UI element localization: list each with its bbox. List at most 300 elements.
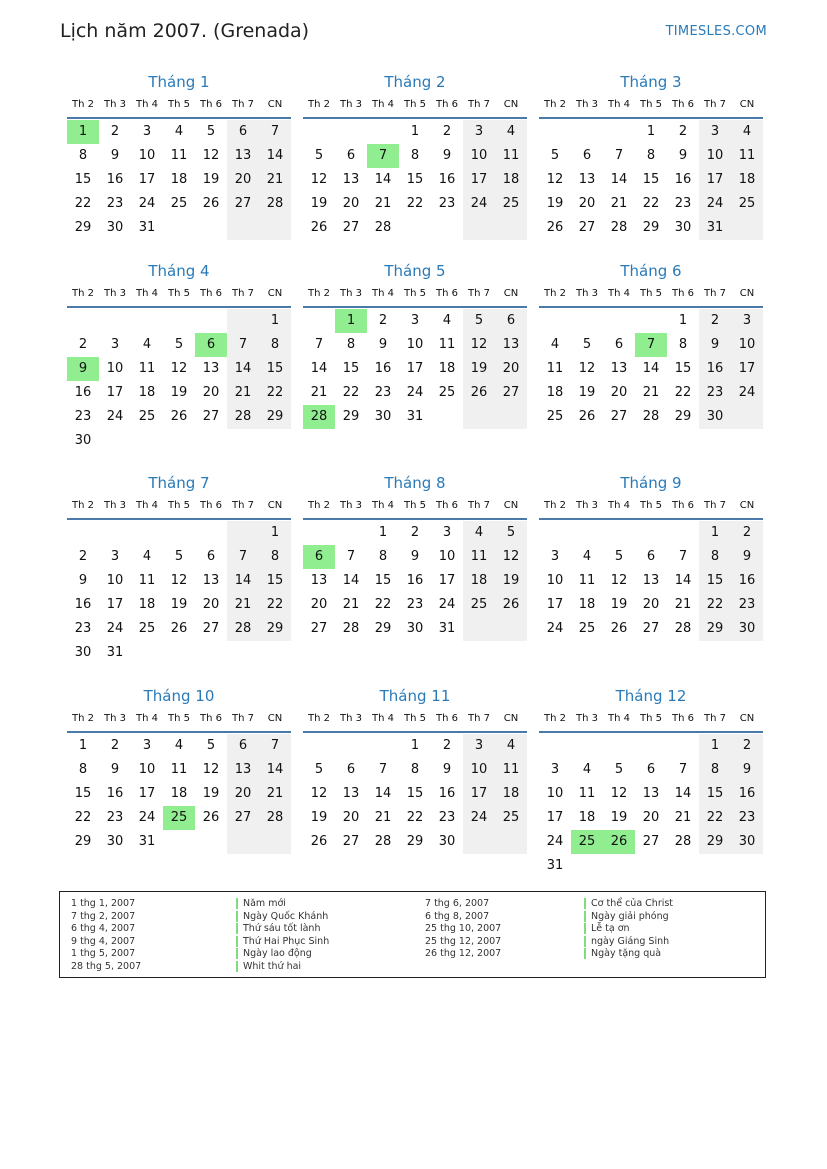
day-cell: 27 xyxy=(642,621,660,636)
legend-name-text: Lễ tạ ơn xyxy=(591,923,630,934)
weekday-label: Th 7 xyxy=(468,99,490,110)
day-cell: 5 xyxy=(314,762,324,777)
day-cell: 28 xyxy=(674,621,692,636)
weekday-label: Th 2 xyxy=(544,713,566,724)
day-cell: 23 xyxy=(731,593,763,617)
day-cell: 30 xyxy=(699,405,731,429)
day-cell: 31 xyxy=(406,409,424,424)
day-cell: 31 xyxy=(438,621,456,636)
day-cell: 2 xyxy=(731,521,763,545)
weekend-shade xyxy=(731,405,763,429)
month-name: Tháng 2 xyxy=(384,73,446,91)
day-cell: 24 xyxy=(106,409,124,424)
day-cell: 17 xyxy=(699,168,731,192)
weekday-header xyxy=(539,713,763,731)
day-cell: 14 xyxy=(374,786,392,801)
day-cell: 21 xyxy=(259,782,291,806)
day-cell: 20 xyxy=(202,385,220,400)
day-cell: 28 xyxy=(259,192,291,216)
day-cell: 25 xyxy=(463,593,495,617)
day-cell: 30 xyxy=(674,220,692,235)
day-cell: 22 xyxy=(406,810,424,825)
day-cell: 18 xyxy=(463,569,495,593)
day-cell: 15 xyxy=(406,172,424,187)
day-cell: 4 xyxy=(463,521,495,545)
day-cell: 2 xyxy=(699,309,731,333)
day-cell: 16 xyxy=(438,786,456,801)
day-cell: 19 xyxy=(310,196,328,211)
legend-marker xyxy=(584,911,586,922)
day-cell: 30 xyxy=(74,645,92,660)
day-cell: 27 xyxy=(227,192,259,216)
day-cell: 12 xyxy=(310,172,328,187)
day-cell: 4 xyxy=(174,124,184,139)
day-cell: 28 xyxy=(610,220,628,235)
legend-marker xyxy=(584,898,586,909)
weekday-label: Th 5 xyxy=(640,99,662,110)
day-cell: 20 xyxy=(642,597,660,612)
legend-date: 7 thg 2, 2007 xyxy=(71,910,136,922)
day-cell: 18 xyxy=(578,597,596,612)
day-cell: 23 xyxy=(74,409,92,424)
legend-name-text: Ngày lao động xyxy=(243,948,312,959)
day-cell: 6 xyxy=(346,762,356,777)
day-cell: 6 xyxy=(206,549,216,564)
day-cell: 8 xyxy=(378,549,388,564)
day-cell: 13 xyxy=(342,172,360,187)
day-cell: 19 xyxy=(310,810,328,825)
weekday-label: Th 3 xyxy=(340,288,362,299)
day-cell: 24 xyxy=(546,834,564,849)
weekday-label: Th 4 xyxy=(136,500,158,511)
day-cell: 23 xyxy=(699,381,731,405)
legend-marker xyxy=(584,948,586,959)
day-cell: 5 xyxy=(495,521,527,545)
day-cell: 8 xyxy=(410,762,420,777)
day-cell: 26 xyxy=(170,409,188,424)
day-cell: 16 xyxy=(699,357,731,381)
day-cell: 28 xyxy=(642,409,660,424)
day-cell: 28 xyxy=(674,834,692,849)
day-cell: 25 xyxy=(495,806,527,830)
day-cell: 28 xyxy=(259,806,291,830)
day-cell: 26 xyxy=(310,834,328,849)
legend-name-text: Năm mới xyxy=(243,898,286,909)
weekday-label: Th 2 xyxy=(308,288,330,299)
day-cell: 26 xyxy=(610,621,628,636)
day-cell: 25 xyxy=(170,196,188,211)
brand-link[interactable]: TIMESLES.COM xyxy=(665,24,767,39)
day-cell: 21 xyxy=(342,597,360,612)
legend-name-text: Ngày Quốc Khánh xyxy=(243,910,329,922)
day-cell: 24 xyxy=(546,621,564,636)
day-cell: 27 xyxy=(495,381,527,405)
weekday-label: CN xyxy=(503,713,519,724)
day-cell: 2 xyxy=(78,337,88,352)
day-cell: 27 xyxy=(578,220,596,235)
weekday-label: Th 5 xyxy=(640,288,662,299)
day-cell: 17 xyxy=(546,597,564,612)
weekend-shade xyxy=(463,830,495,854)
legend-marker xyxy=(236,898,238,909)
day-cell: 7 xyxy=(259,734,291,758)
day-cell: 26 xyxy=(202,196,220,211)
day-cell: 29 xyxy=(342,409,360,424)
weekday-label: Th 5 xyxy=(640,713,662,724)
month-name: Tháng 9 xyxy=(620,474,682,492)
day-cell: 19 xyxy=(578,385,596,400)
weekday-label: Th 4 xyxy=(608,288,630,299)
holiday-day-cell: 9 xyxy=(67,357,99,381)
day-cell: 25 xyxy=(495,192,527,216)
weekday-label: Th 2 xyxy=(72,500,94,511)
day-cell: 12 xyxy=(170,361,188,376)
day-cell: 12 xyxy=(310,786,328,801)
day-cell: 10 xyxy=(546,573,564,588)
day-cell: 11 xyxy=(546,361,564,376)
day-cell: 13 xyxy=(610,361,628,376)
day-cell: 18 xyxy=(495,782,527,806)
day-cell: 9 xyxy=(110,762,120,777)
day-cell: 14 xyxy=(342,573,360,588)
legend-name-text: Whit thứ hai xyxy=(243,960,302,972)
day-cell: 28 xyxy=(227,617,259,641)
day-cell: 21 xyxy=(374,196,392,211)
weekday-label: Th 2 xyxy=(308,99,330,110)
legend-marker xyxy=(236,961,238,972)
day-cell: 15 xyxy=(259,357,291,381)
day-cell: 1 xyxy=(646,124,656,139)
day-cell: 29 xyxy=(74,220,92,235)
day-cell: 24 xyxy=(731,381,763,405)
day-cell: 12 xyxy=(546,172,564,187)
header-divider xyxy=(303,518,527,520)
weekend-shade xyxy=(495,830,527,854)
header-divider xyxy=(303,731,527,733)
weekday-label: Th 6 xyxy=(672,99,694,110)
holiday-day-cell: 25 xyxy=(571,830,603,854)
day-cell: 1 xyxy=(699,734,731,758)
day-cell: 11 xyxy=(578,786,596,801)
month-name: Tháng 4 xyxy=(148,262,210,280)
weekday-label: Th 6 xyxy=(436,500,458,511)
legend-right-names xyxy=(584,898,673,961)
day-cell: 23 xyxy=(74,621,92,636)
day-cell: 26 xyxy=(310,220,328,235)
weekday-label: CN xyxy=(267,500,283,511)
holiday-day-cell: 6 xyxy=(195,333,227,357)
day-cell: 14 xyxy=(610,172,628,187)
weekday-label: Th 2 xyxy=(544,99,566,110)
day-cell: 15 xyxy=(674,361,692,376)
weekday-label: Th 3 xyxy=(576,500,598,511)
day-cell: 4 xyxy=(582,549,592,564)
legend-holiday-name xyxy=(584,911,673,924)
legend-holiday-name xyxy=(584,898,673,911)
weekday-label: Th 6 xyxy=(672,288,694,299)
weekday-label: Th 7 xyxy=(232,288,254,299)
weekday-label: Th 7 xyxy=(468,288,490,299)
day-cell: 12 xyxy=(610,573,628,588)
weekday-label: Th 7 xyxy=(232,713,254,724)
day-cell: 26 xyxy=(578,409,596,424)
weekday-label: Th 7 xyxy=(468,500,490,511)
day-cell: 14 xyxy=(674,573,692,588)
legend-marker xyxy=(236,936,238,947)
day-cell: 12 xyxy=(495,545,527,569)
weekday-label: Th 4 xyxy=(372,288,394,299)
weekday-label: Th 5 xyxy=(404,500,426,511)
day-cell: 14 xyxy=(227,569,259,593)
weekday-label: Th 6 xyxy=(200,288,222,299)
weekday-header xyxy=(303,500,527,518)
day-cell: 22 xyxy=(374,597,392,612)
day-cell: 13 xyxy=(642,573,660,588)
day-cell: 7 xyxy=(227,545,259,569)
legend-holiday-name xyxy=(236,911,329,924)
weekday-label: Th 5 xyxy=(404,288,426,299)
day-cell: 18 xyxy=(731,168,763,192)
day-cell: 14 xyxy=(374,172,392,187)
day-cell: 16 xyxy=(674,172,692,187)
day-cell: 29 xyxy=(699,830,731,854)
day-cell: 20 xyxy=(227,782,259,806)
day-cell: 30 xyxy=(406,621,424,636)
day-cell: 9 xyxy=(110,148,120,163)
day-cell: 20 xyxy=(227,168,259,192)
day-cell: 4 xyxy=(731,120,763,144)
day-cell: 10 xyxy=(406,337,424,352)
month-name: Tháng 5 xyxy=(384,262,446,280)
weekday-label: CN xyxy=(267,288,283,299)
day-cell: 17 xyxy=(463,168,495,192)
legend-holiday-name xyxy=(584,948,673,961)
day-cell: 2 xyxy=(442,124,452,139)
month-name: Tháng 8 xyxy=(384,474,446,492)
legend-date: 9 thg 4, 2007 xyxy=(71,935,136,947)
day-cell: 3 xyxy=(550,762,560,777)
day-cell: 5 xyxy=(206,124,216,139)
day-cell: 29 xyxy=(259,405,291,429)
day-cell: 13 xyxy=(578,172,596,187)
day-cell: 9 xyxy=(731,545,763,569)
holiday-day-cell: 6 xyxy=(303,545,335,569)
day-cell: 2 xyxy=(410,525,420,540)
day-cell: 22 xyxy=(74,196,92,211)
day-cell: 5 xyxy=(174,337,184,352)
day-cell: 29 xyxy=(74,834,92,849)
weekday-label: CN xyxy=(739,713,755,724)
day-cell: 1 xyxy=(78,738,88,753)
day-cell: 18 xyxy=(170,172,188,187)
day-cell: 20 xyxy=(578,196,596,211)
header-divider xyxy=(67,306,291,308)
day-cell: 17 xyxy=(546,810,564,825)
day-cell: 10 xyxy=(138,148,156,163)
day-cell: 27 xyxy=(227,806,259,830)
weekend-shade xyxy=(463,216,495,240)
weekend-shade xyxy=(463,405,495,429)
legend-date: 25 thg 12, 2007 xyxy=(425,935,502,947)
day-cell: 21 xyxy=(310,385,328,400)
weekday-label: Th 3 xyxy=(576,713,598,724)
weekday-label: Th 3 xyxy=(104,713,126,724)
weekday-label: Th 7 xyxy=(232,99,254,110)
day-cell: 19 xyxy=(170,385,188,400)
day-cell: 25 xyxy=(138,409,156,424)
weekday-label: Th 6 xyxy=(436,99,458,110)
day-cell: 7 xyxy=(678,762,688,777)
day-cell: 16 xyxy=(74,597,92,612)
weekday-label: Th 4 xyxy=(372,99,394,110)
day-cell: 8 xyxy=(699,758,731,782)
day-cell: 7 xyxy=(259,120,291,144)
weekday-label: Th 3 xyxy=(104,288,126,299)
day-cell: 18 xyxy=(138,597,156,612)
day-cell: 8 xyxy=(78,762,88,777)
day-cell: 9 xyxy=(78,573,88,588)
weekday-label: CN xyxy=(267,99,283,110)
weekday-label: Th 5 xyxy=(168,99,190,110)
day-cell: 10 xyxy=(438,549,456,564)
weekday-label: Th 3 xyxy=(576,99,598,110)
day-cell: 5 xyxy=(550,148,560,163)
day-cell: 25 xyxy=(138,621,156,636)
weekday-label: Th 4 xyxy=(136,713,158,724)
day-cell: 13 xyxy=(227,144,259,168)
day-cell: 2 xyxy=(78,549,88,564)
day-cell: 17 xyxy=(138,786,156,801)
legend-date: 28 thg 5, 2007 xyxy=(71,960,142,972)
day-cell: 7 xyxy=(346,549,356,564)
day-cell: 3 xyxy=(110,337,120,352)
day-cell: 18 xyxy=(546,385,564,400)
weekend-shade xyxy=(227,521,259,545)
weekday-label: Th 6 xyxy=(200,713,222,724)
day-cell: 6 xyxy=(646,549,656,564)
day-cell: 20 xyxy=(495,357,527,381)
legend-holiday-name xyxy=(236,961,329,974)
day-cell: 16 xyxy=(731,569,763,593)
weekday-label: Th 4 xyxy=(372,713,394,724)
weekday-label: Th 6 xyxy=(436,288,458,299)
day-cell: 12 xyxy=(202,762,220,777)
day-cell: 31 xyxy=(699,216,731,240)
weekday-label: CN xyxy=(503,500,519,511)
day-cell: 18 xyxy=(438,361,456,376)
day-cell: 20 xyxy=(642,810,660,825)
day-cell: 22 xyxy=(342,385,360,400)
day-cell: 26 xyxy=(202,810,220,825)
day-cell: 14 xyxy=(642,361,660,376)
day-cell: 3 xyxy=(463,120,495,144)
legend-name-text: ngày Giáng Sinh xyxy=(591,935,670,947)
day-cell: 19 xyxy=(463,357,495,381)
day-cell: 7 xyxy=(314,337,324,352)
day-cell: 20 xyxy=(342,810,360,825)
weekday-label: Th 3 xyxy=(104,99,126,110)
day-cell: 30 xyxy=(731,617,763,641)
legend-left-dates xyxy=(71,898,141,973)
weekday-label: CN xyxy=(739,99,755,110)
day-cell: 11 xyxy=(495,144,527,168)
weekday-label: CN xyxy=(503,99,519,110)
day-cell: 6 xyxy=(227,734,259,758)
day-cell: 8 xyxy=(259,333,291,357)
weekday-label: Th 4 xyxy=(372,500,394,511)
day-cell: 29 xyxy=(699,617,731,641)
day-cell: 18 xyxy=(138,385,156,400)
day-cell: 29 xyxy=(674,409,692,424)
day-cell: 16 xyxy=(106,786,124,801)
legend-marker xyxy=(236,911,238,922)
day-cell: 17 xyxy=(106,385,124,400)
day-cell: 18 xyxy=(578,810,596,825)
day-cell: 27 xyxy=(642,834,660,849)
day-cell: 10 xyxy=(463,758,495,782)
day-cell: 13 xyxy=(310,573,328,588)
legend-date: 7 thg 6, 2007 xyxy=(425,898,490,909)
weekday-header xyxy=(303,713,527,731)
weekday-label: Th 5 xyxy=(168,288,190,299)
weekday-label: Th 2 xyxy=(544,288,566,299)
weekday-label: Th 4 xyxy=(608,500,630,511)
legend-marker xyxy=(584,923,586,934)
legend-date: 6 thg 8, 2007 xyxy=(425,910,490,922)
day-cell: 29 xyxy=(642,220,660,235)
day-cell: 17 xyxy=(138,172,156,187)
weekday-label: Th 5 xyxy=(168,500,190,511)
holiday-day-cell: 1 xyxy=(335,309,367,333)
weekend-shade xyxy=(259,216,291,240)
day-cell: 9 xyxy=(442,762,452,777)
weekend-shade xyxy=(227,216,259,240)
day-cell: 1 xyxy=(259,521,291,545)
day-cell: 26 xyxy=(546,220,564,235)
weekday-header xyxy=(539,99,763,117)
weekday-label: CN xyxy=(739,288,755,299)
day-cell: 15 xyxy=(342,361,360,376)
legend-date: 26 thg 12, 2007 xyxy=(425,948,502,959)
day-cell: 4 xyxy=(142,337,152,352)
day-cell: 23 xyxy=(438,810,456,825)
day-cell: 22 xyxy=(259,593,291,617)
day-cell: 24 xyxy=(463,806,495,830)
day-cell: 16 xyxy=(731,782,763,806)
day-cell: 9 xyxy=(378,337,388,352)
month-name: Tháng 12 xyxy=(615,687,687,705)
legend-holiday-name xyxy=(236,923,329,936)
day-cell: 31 xyxy=(138,834,156,849)
weekend-shade xyxy=(731,216,763,240)
day-cell: 8 xyxy=(678,337,688,352)
day-cell: 15 xyxy=(374,573,392,588)
day-cell: 3 xyxy=(142,738,152,753)
page-title: Lịch năm 2007. (Grenada) xyxy=(60,20,310,42)
day-cell: 30 xyxy=(106,220,124,235)
weekday-label: Th 6 xyxy=(672,500,694,511)
day-cell: 3 xyxy=(110,549,120,564)
weekday-header xyxy=(303,288,527,306)
weekday-label: Th 7 xyxy=(468,713,490,724)
day-cell: 17 xyxy=(438,573,456,588)
day-cell: 29 xyxy=(374,621,392,636)
weekday-label: Th 5 xyxy=(404,99,426,110)
day-cell: 16 xyxy=(438,172,456,187)
day-cell: 1 xyxy=(410,124,420,139)
day-cell: 3 xyxy=(410,313,420,328)
weekday-label: Th 6 xyxy=(200,500,222,511)
